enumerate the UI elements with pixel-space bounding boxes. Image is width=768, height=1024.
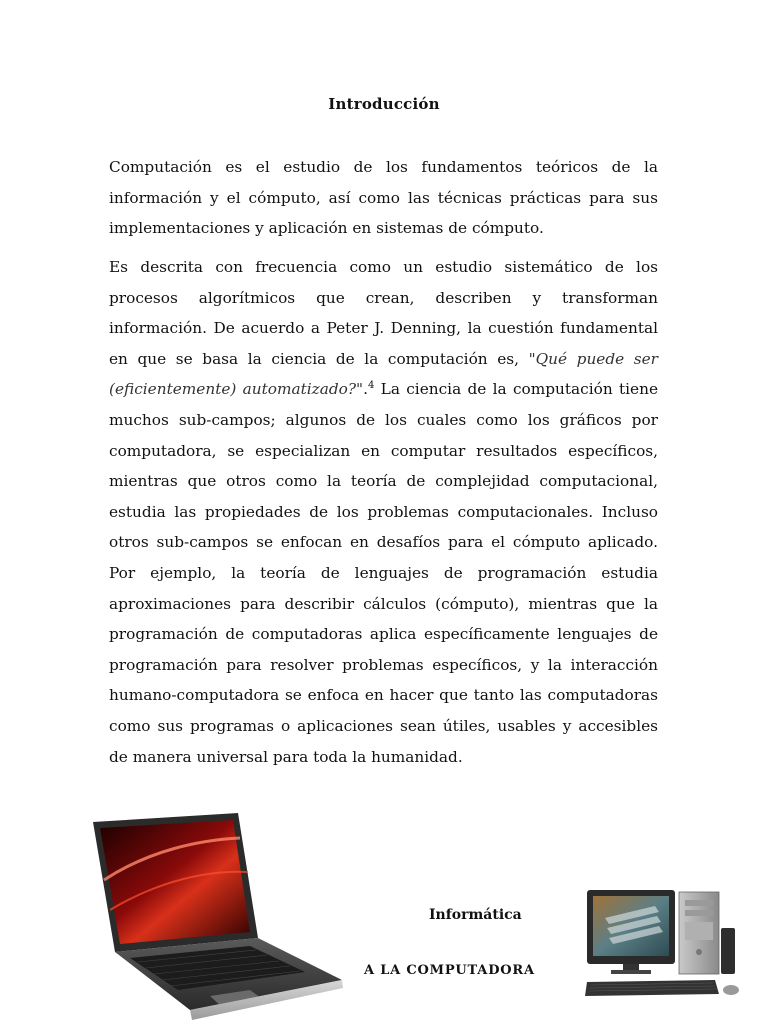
desktop-computer-image bbox=[585, 888, 745, 1000]
paragraph-1 bbox=[109, 152, 658, 244]
paragraph-2 bbox=[109, 252, 658, 772]
document-title: Introducción bbox=[328, 95, 440, 113]
caption-informatica: Informática bbox=[429, 907, 522, 923]
paragraph-2-intro: Es descrita con frecuencia como un estudio sistemático de los procesos algorítmicos que crean, describen y transforman información. De acuerdo a Peter J. Denning, la cuestión fundamental en que se basa la ciencia de la computación es, bbox=[109, 258, 658, 368]
caption-computadora: A LA COMPUTADORA bbox=[364, 963, 535, 978]
footnote-ref: 4 bbox=[367, 380, 375, 392]
paragraph-1-text: Computación es el estudio de los fundamentos teóricos de la información y el cómputo, así como las técnicas prácticas para sus implementaciones y aplicación en sistemas de cómputo. bbox=[109, 158, 658, 238]
denning-quote: "Qué puede ser (eficientemente) automatizado?" bbox=[109, 349, 658, 399]
laptop-image bbox=[90, 810, 345, 1024]
paragraph-2-text: Es descrita con frecuencia como un estudio sistemático de los procesos algorítmicos que crean, describen y transforman información. De acuerdo a Peter J. Denning, la cuestión fundamental en que se basa la ciencia de la computación es, "Qué puede ser (eficientemente) automatizado?".$^4$ La ciencia de la computación tiene muchos sub-campos; algunos de los cuales como los gráficos por computadora, se especializan en computar resultados específicos, mientras que otros como la teoría de complejidad computacional, estudia las propiedades de los problemas computacionales. Incluso otros sub-campos se enfocan en desafíos para el cómputo aplicado. Por ejemplo, la teoría de lenguajes de programación estudia aproximaciones para describir cálculos (cómputo), mientras que la programación de computadoras aplica específicamente lenguajes de programación para resolver problemas específicos, y la interacción humano-computadora se enfoca en hacer que tanto las computadoras como sus programas o aplicaciones sean útiles, usables y accesibles de manera universal para toda la humanidad. bbox=[109, 258, 658, 766]
paragraph-2-rest: La ciencia de la computación tiene muchos sub-campos; algunos de los cuales como los gráficos por computadora, se especializan en computar resultados específicos, mientras que otros como la teoría de complejidad computacional, estudia las propiedades de los problemas computacionales. Incluso otros sub-campos se enfocan en desafíos para el cómputo aplicado. Por ejemplo, la teoría de lenguajes de programación estudia aproximaciones para describir cálculos (cómputo), mientras que la programación de computadoras aplica específicamente lenguajes de programación para resolver problemas específicos, y la interacción humano-computadora se enfoca en hacer que tanto las computadoras como sus programas o aplicaciones sean útiles, usables y accesibles de manera universal para toda la humanidad. bbox=[109, 380, 658, 766]
